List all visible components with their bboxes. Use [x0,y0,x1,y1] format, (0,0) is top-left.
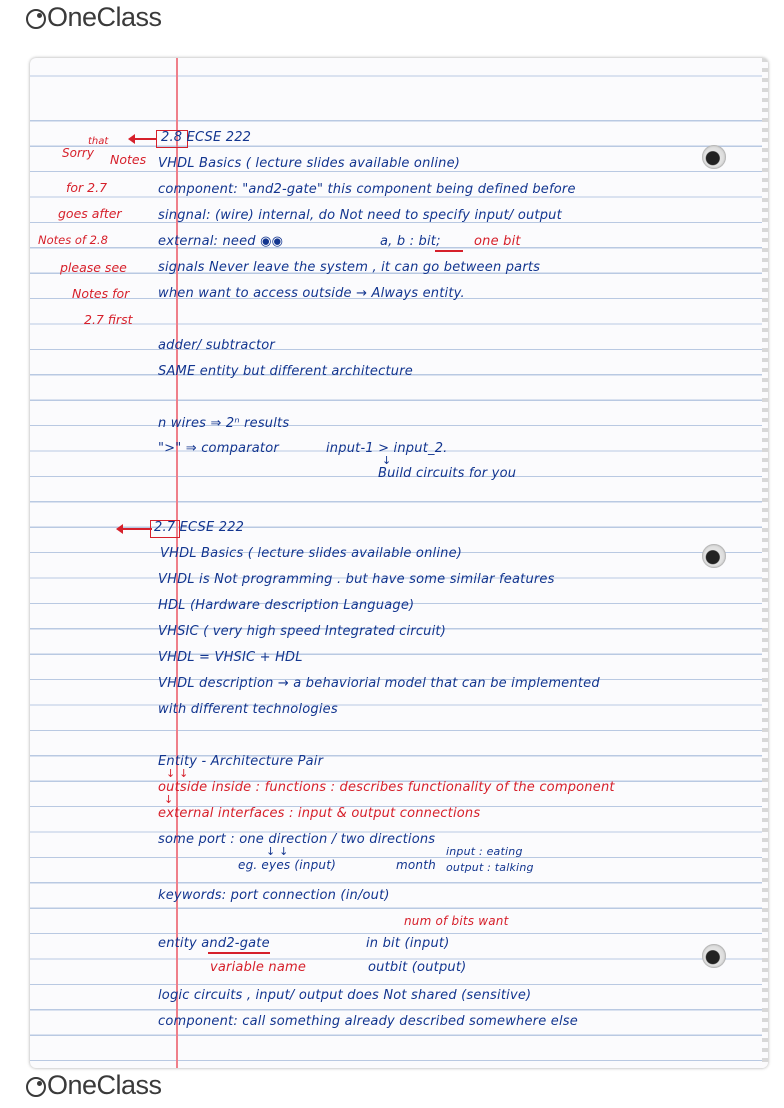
note-line: eg. eyes (input) [238,858,336,872]
arrow-icon: ↓ ↓ [266,845,289,858]
note-line: output : talking [446,861,534,874]
note-line: adder/ subtractor [158,338,275,353]
brand-logo-top [26,2,162,33]
note-line: VHDL Basics ( lecture slides available online) [160,546,463,561]
side-note-line: please see [60,260,127,275]
note-line: SAME entity but different architecture [158,364,413,379]
side-note-line: for 2.7 [66,180,108,195]
note-line: variable name [210,960,307,975]
note-line: HDL (Hardware description Language) [158,598,415,613]
note-line: component: "and2-gate" this component being defined before [158,182,576,197]
arrow-icon: ↓ [164,793,174,806]
note-line: external: need ◉◉ [158,234,284,249]
note-line: input : eating [446,845,523,858]
note-line: with different technologies [158,702,338,717]
note-line: Entity - Architecture Pair [158,754,324,769]
arrow-icon: ↓ ↓ [166,767,189,780]
brand-name-bottom: OneClass [47,1070,162,1100]
note-line: entity and2-gate [158,936,270,951]
note-line: VHDL is Not programming . but have some similar features [158,572,555,587]
note-line: Build circuits for you [378,466,517,481]
note-line: n wires ⇒ 2ⁿ results [158,416,290,431]
note-line: VHDL = VHSIC + HDL [158,650,303,665]
brand-o-icon [26,9,46,29]
note-line: input-1 > input_2. [326,441,448,456]
arrow-icon [118,528,152,530]
arrow-icon [130,138,156,140]
side-note-line: Sorry [62,146,94,160]
brand-name-top: OneClass [47,2,162,32]
binder-hole-icon [702,544,726,568]
note-line: external interfaces : input & output connections [158,806,481,821]
note-line: VHSIC ( very high speed Integrated circuit) [158,624,446,639]
side-note-line: Notes for [72,286,130,301]
underline [435,250,463,252]
notebook-page [30,58,768,1068]
side-note-line: 2.7 first [84,312,133,327]
note-line: logic circuits , input/ output does Not shared (sensitive) [158,988,532,1003]
side-note-line: that [88,136,109,147]
brand-o-icon [26,1077,46,1097]
note-line: ">" ⇒ comparator [158,441,279,456]
note-line: one bit [474,234,521,249]
note-line: outside inside : functions : describes functionality of the component [158,780,615,795]
note-line: some port : one direction / two directions [158,832,436,847]
note-line: when want to access outside → Always entity. [158,286,465,301]
note-line: component: call something already described somewhere else [158,1014,578,1029]
underline [208,952,270,954]
arrow-icon: ↓ [382,454,392,467]
note-line: month [396,858,436,872]
spiral-binding [762,58,768,1068]
note-line: outbit (output) [368,960,467,975]
note-line: in bit (input) [366,936,450,951]
note-line: num of bits want [404,914,509,928]
side-note-line: Notes [110,152,147,167]
note-line: VHDL Basics ( lecture slides available online) [158,156,461,171]
brand-logo-bottom [26,1070,162,1101]
section-heading: 2.7 ECSE 222 [154,520,245,535]
side-note-line: goes after [58,206,122,221]
note-line: singnal: (wire) internal, do Not need to specify input/ output [158,208,562,223]
binder-hole-icon [702,145,726,169]
note-line: keywords: port connection (in/out) [158,888,390,903]
binder-hole-icon [702,944,726,968]
note-line: signals Never leave the system , it can go between parts [158,260,541,275]
side-note-line: Notes of 2.8 [38,233,108,247]
section-heading: 2.8 ECSE 222 [161,130,252,145]
note-line: VHDL description → a behaviorial model that can be implemented [158,676,600,691]
note-line: a, b : bit; [380,234,441,249]
